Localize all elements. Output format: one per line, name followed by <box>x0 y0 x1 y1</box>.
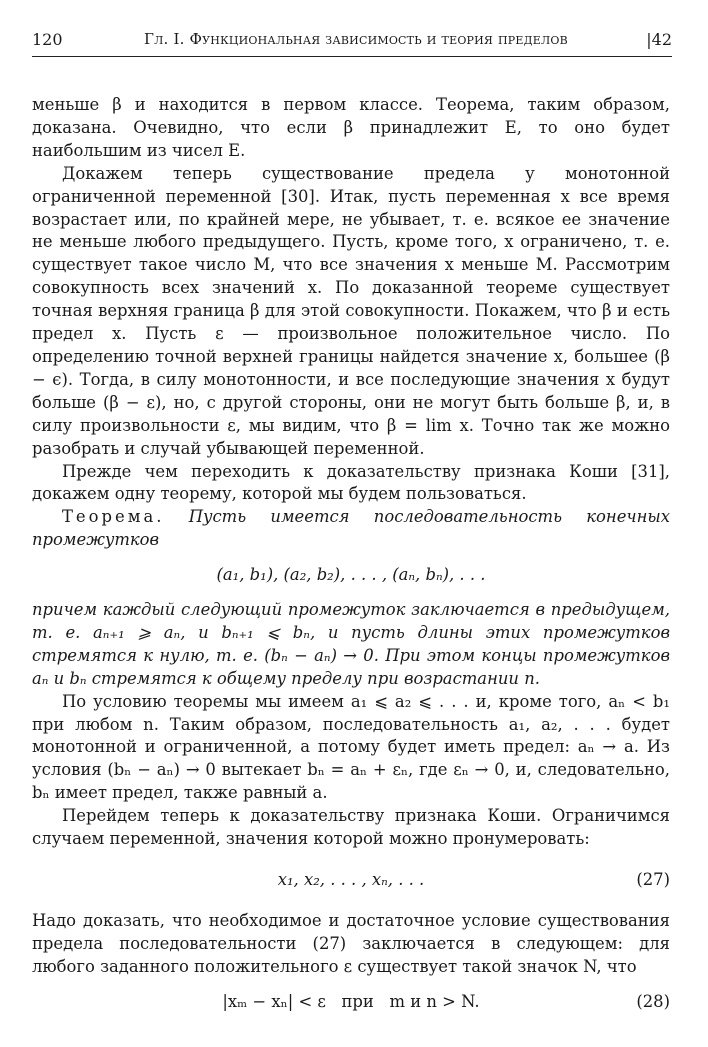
proof-paragraph: По условию теоремы мы имеем a₁ ⩽ a₂ ⩽ . . . и, кроме того, aₙ < b₁ при любом n. Таким образом, последовательность a₁, a₂, . . . будет монотонной и ограниченной, а потому будет иметь предел: aₙ → a. Из условия (bₙ − aₙ) → 0 вытекает bₙ = aₙ + εₙ, где εₙ → 0, и, следовательно, bₙ имеет предел, также равный a. <box>32 691 670 803</box>
equation-28-number: (28) <box>636 991 670 1011</box>
theorem-statement <box>32 506 670 552</box>
equation-28-expr: |xₘ − xₙ| < ε при m и n > N. <box>222 991 480 1011</box>
section-number: |42 <box>646 30 672 49</box>
interval-sequence-expr: (a₁, b₁), (a₂, b₂), . . . , (aₙ, bₙ), . . . <box>216 565 486 585</box>
running-title: Гл. I. Функциональная зависимость и теория пределов <box>144 30 568 48</box>
theorem-label: Теорема. <box>62 507 165 527</box>
theorem-continuation: причем каждый следующий промежуток заключается в предыдущем, т. е. aₙ₊₁ ⩾ aₙ, и bₙ₊₁ ⩽ bₙ, и пусть длины этих промежутков стремятся к нулю, т. е. (bₙ − aₙ) → 0. При этом концы промежутков aₙ и bₙ стремятся к общему пределу при возрастании n. <box>32 600 670 688</box>
cauchy-intro: Перейдем теперь к доказательству признака Коши. Ограничимся случаем переменной, значения которой можно пронумеровать: <box>32 806 670 849</box>
equation-27-number: (27) <box>636 869 670 889</box>
equation-28 <box>32 991 670 1014</box>
page-number: 120 <box>32 30 63 49</box>
paragraph-monotone-limit: Докажем теперь существование предела у монотонной ограниченной переменной [30]. Итак, пусть переменная x все время возрастает или, по крайней мере, не убывает, т. е. всякое ее значение не меньше любого предыдущего. Пусть, кроме того, x ограничено, т. е. существует такое число M, что все значения x меньше M. Рассмотрим совокупность всех значений x. По доказанной теореме существует точная верхняя граница β для этой совокупности. Покажем, что β и есть предел x. Пусть ε — произвольное положительное число. По определению точной верхней границы найдется значение x, большее (β − ϵ). Тогда, в силу монотонности, и все последующие значения x будут больше (β − ε), но, с другой стороны, они не могут быть больше β, и, в силу произвольности ε, мы видим, что β = lim x. Точно так же можно разобрать и случай убывающей переменной. <box>32 163 670 458</box>
equation-27-expr: x₁, x₂, . . . , xₙ, . . . <box>277 869 425 889</box>
running-header <box>32 28 672 57</box>
cauchy-condition: Надо доказать, что необходимое и достаточное условие существования предела последовательности (27) заключается в следующем: для любого заданного положительного ε существует такой значок N, что <box>32 910 670 976</box>
theorem-intro: Пусть имеется последовательность конечных промежутков <box>32 507 670 550</box>
interval-sequence <box>32 564 670 587</box>
equation-27 <box>32 869 670 892</box>
paragraph-continued: меньше β и находится в первом классе. Теорема, таким образом, доказана. Очевидно, что если β принадлежит E, то оно будет наибольшим из чисел E. <box>32 95 670 160</box>
page-body <box>32 94 670 1025</box>
paragraph-cauchy-preface: Прежде чем переходить к доказательству признака Коши [31], докажем одну теорему, которой мы будем пользоваться. <box>32 461 670 504</box>
